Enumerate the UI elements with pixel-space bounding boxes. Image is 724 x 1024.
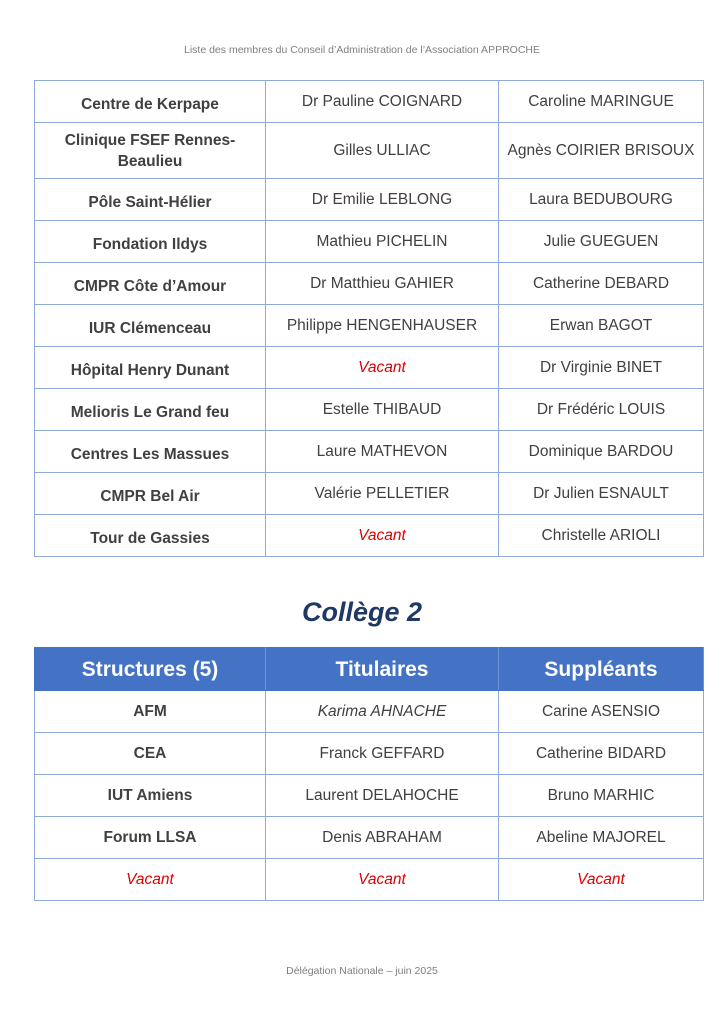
structure-cell: IUR Clémenceau	[35, 305, 266, 347]
table-row	[35, 347, 704, 389]
page-footer: Délégation Nationale – juin 2025	[286, 965, 438, 977]
titulaire-cell: Philippe HENGENHAUSER	[266, 305, 499, 347]
suppleant-cell: Catherine BIDARD	[499, 733, 704, 775]
table-row	[35, 81, 704, 123]
titulaire-cell: Valérie PELLETIER	[266, 473, 499, 515]
titulaire-cell: Gilles ULLIAC	[266, 123, 499, 179]
page-header: Liste des membres du Conseil d’Administration de l’Association APPROCHE	[184, 44, 540, 56]
table-row	[35, 817, 704, 859]
titulaire-cell-vacant: Vacant	[266, 347, 499, 389]
suppleant-cell: Abeline MAJOREL	[499, 817, 704, 859]
structure-cell: CMPR Bel Air	[35, 473, 266, 515]
structure-cell: Hôpital Henry Dunant	[35, 347, 266, 389]
structure-cell: AFM	[35, 691, 266, 733]
table-row	[35, 263, 704, 305]
titulaire-cell: Dr Matthieu GAHIER	[266, 263, 499, 305]
titulaire-cell: Laurent DELAHOCHE	[266, 775, 499, 817]
suppleant-cell: Julie GUEGUEN	[499, 221, 704, 263]
titulaire-cell: Mathieu PICHELIN	[266, 221, 499, 263]
structure-cell: Pôle Saint-Hélier	[35, 179, 266, 221]
structure-cell: Centre de Kerpape	[35, 81, 266, 123]
college2-title: Collège 2	[301, 597, 423, 627]
structure-cell: CMPR Côte d’Amour	[35, 263, 266, 305]
table-row	[35, 691, 704, 733]
table-row	[35, 733, 704, 775]
suppleant-cell: Carine ASENSIO	[499, 691, 704, 733]
table-row	[35, 389, 704, 431]
structure-cell: Clinique FSEF Rennes-Beaulieu	[35, 123, 266, 179]
suppleant-cell: Dr Frédéric LOUIS	[499, 389, 704, 431]
structure-cell: CEA	[35, 733, 266, 775]
suppleant-cell: Dr Virginie BINET	[499, 347, 704, 389]
titulaire-cell: Franck GEFFARD	[266, 733, 499, 775]
titulaire-cell: Laure MATHEVON	[266, 431, 499, 473]
suppleant-cell: Laura BEDUBOURG	[499, 179, 704, 221]
titulaire-cell: Dr Pauline COIGNARD	[266, 81, 499, 123]
titulaire-cell: Denis ABRAHAM	[266, 817, 499, 859]
table-row	[35, 221, 704, 263]
table-row	[35, 123, 704, 179]
table-row	[35, 431, 704, 473]
table-row	[35, 305, 704, 347]
titulaire-cell: Karima AHNACHE	[266, 691, 499, 733]
structure-cell: Centres Les Massues	[35, 431, 266, 473]
suppleant-cell: Dr Julien ESNAULT	[499, 473, 704, 515]
structure-cell: IUT Amiens	[35, 775, 266, 817]
table-header-row	[35, 648, 704, 691]
suppleant-cell: Catherine DEBARD	[499, 263, 704, 305]
titulaire-cell: Estelle THIBAUD	[266, 389, 499, 431]
titulaire-cell-vacant: Vacant	[266, 859, 499, 901]
header-suppleants: Suppléants	[499, 648, 704, 691]
suppleant-cell: Dominique BARDOU	[499, 431, 704, 473]
header-titulaires: Titulaires	[266, 648, 499, 691]
table-row	[35, 473, 704, 515]
suppleant-cell: Christelle ARIOLI	[499, 515, 704, 557]
table-row	[35, 775, 704, 817]
table-row	[35, 515, 704, 557]
table-row	[35, 859, 704, 901]
suppleant-cell: Erwan BAGOT	[499, 305, 704, 347]
suppleant-cell: Agnès COIRIER BRISOUX	[499, 123, 704, 179]
suppleant-cell-vacant: Vacant	[499, 859, 704, 901]
structure-cell: Tour de Gassies	[35, 515, 266, 557]
structure-cell-vacant: Vacant	[35, 859, 266, 901]
college1-table	[34, 80, 704, 557]
structure-cell: Forum LLSA	[35, 817, 266, 859]
titulaire-cell: Dr Emilie LEBLONG	[266, 179, 499, 221]
header-structures: Structures (5)	[35, 648, 266, 691]
table-row	[35, 179, 704, 221]
structure-cell: Melioris Le Grand feu	[35, 389, 266, 431]
suppleant-cell: Caroline MARINGUE	[499, 81, 704, 123]
suppleant-cell: Bruno MARHIC	[499, 775, 704, 817]
titulaire-cell-vacant: Vacant	[266, 515, 499, 557]
college2-table	[34, 647, 704, 901]
structure-cell: Fondation Ildys	[35, 221, 266, 263]
